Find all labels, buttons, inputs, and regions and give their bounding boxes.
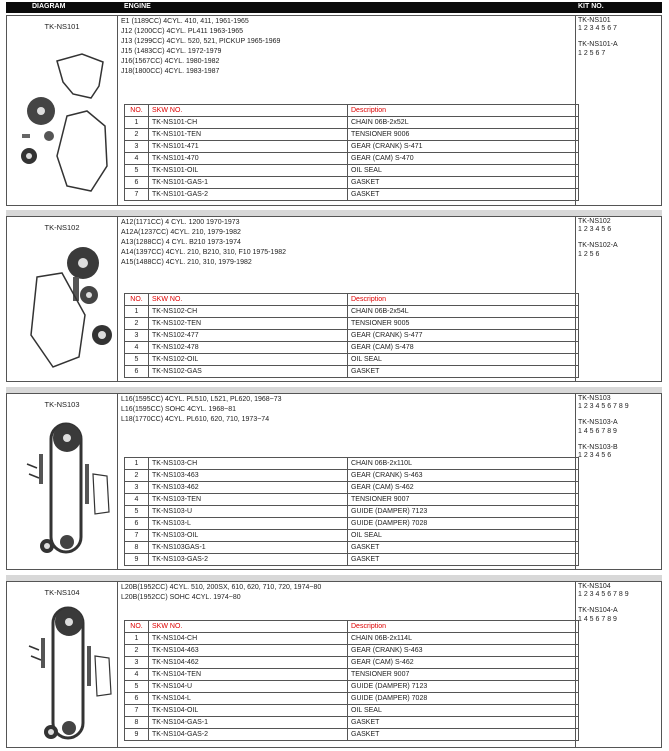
table-row: 7 TK-NS104-OIL OIL SEAL [125,705,579,717]
engine-line: J18(1800CC) 4CYL. 1983-1987 [121,68,220,75]
diagram-cell [7,394,118,569]
kit-number: TK-NS103-B [578,443,618,451]
engine-line: A15(1488CC) 4CYL. 210, 310, 1979-1982 [121,259,252,266]
kit-items: 1 2 3 4 5 6 7 8 9 [578,403,629,411]
table-row: 4 TK-NS104-TEN TENSIONER 9007 [125,669,579,681]
engine-line: L20B(1952CC) SOHC 4CYL. 1974~80 [121,594,241,601]
timing-kit-diagram [7,16,117,205]
kit-number: TK-NS102-A [578,242,618,250]
table-row: 6 TK-NS101-GAS-1 GASKET [125,177,579,189]
engine-line: A12(1171CC) 4 CYL. 1200 1970-1973 [121,219,240,226]
parts-table [124,104,579,201]
table-row: 3 TK-NS103-462 GEAR (CAM) S-462 [125,482,579,494]
engine-line: J15 (1483CC) 4CYL. 1972-1979 [121,48,222,55]
header-diagram: DIAGRAM [32,3,66,10]
kit-number-cell [575,16,661,205]
table-row: 1 TK-NS103-CH CHAIN 06B-2x110L [125,458,579,470]
table-row: 9 TK-NS103-GAS-2 GASKET [125,554,579,566]
col-no: NO. [125,294,149,306]
table-row: 2 TK-NS103-463 GEAR (CRANK) S-463 [125,470,579,482]
table-row: 2 TK-NS104-463 GEAR (CRANK) S-463 [125,645,579,657]
parts-table [124,457,579,566]
table-row: 4 TK-NS103-TEN TENSIONER 9007 [125,494,579,506]
kit-items: 1 4 5 6 7 8 9 [578,615,617,623]
table-row: 5 TK-NS101-OIL OIL SEAL [125,165,579,177]
table-row: 2 TK-NS102-TEN TENSIONER 9005 [125,318,579,330]
diagram-cell [7,582,118,747]
timing-kit-diagram [7,582,117,747]
timing-kit-diagram [7,217,117,381]
kit-items: 1 2 3 4 5 6 7 8 9 [578,591,629,599]
engine-line: E1 (1189CC) 4CYL. 410, 411, 1961-1965 [121,18,249,25]
table-row: 4 TK-NS101-470 GEAR (CAM) S-470 [125,153,579,165]
col-desc: Description [348,621,579,633]
kit-number-cell [575,217,661,381]
table-row: 4 TK-NS102-478 GEAR (CAM) S-478 [125,342,579,354]
column-header-bar [6,2,662,13]
table-row: 5 TK-NS102-OIL OIL SEAL [125,354,579,366]
table-row: 1 TK-NS101-CH CHAIN 06B-2x52L [125,117,579,129]
kit-items: 1 2 5 6 7 [578,49,606,57]
kit-items: 1 4 5 6 7 8 9 [578,427,617,435]
kit-number: TK-NS102 [578,218,611,225]
kit-items: 1 2 3 4 5 6 [578,452,612,460]
kit-number: TK-NS101 [578,17,611,24]
col-desc: Description [348,294,579,306]
parts-table [124,620,579,741]
table-row: 7 TK-NS103-OIL OIL SEAL [125,530,579,542]
kit-block-ns104 [6,581,662,748]
table-row: 3 TK-NS104-462 GEAR (CAM) S-462 [125,657,579,669]
table-row: 5 TK-NS104-U GUIDE (DAMPER) 7123 [125,681,579,693]
diagram-label: TK-NS104 [44,588,80,597]
col-no: NO. [125,621,149,633]
engine-list [121,218,571,268]
col-skw: SKW NO. [149,105,348,117]
kit-number: TK-NS104 [578,583,611,590]
table-row: 6 TK-NS102-GAS GASKET [125,366,579,378]
engine-line: A13(1288CC) 4 CYL. B210 1973-1974 [121,239,241,246]
diagram-cell [7,217,118,381]
table-row: 6 TK-NS104-L GUIDE (DAMPER) 7028 [125,693,579,705]
kit-number: TK-NS101-A [578,41,618,49]
engine-line: J13 (1299CC) 4CYL. 520, 521, PICKUP 1965-1969 [121,38,281,45]
kit-number-cell [575,582,661,747]
engine-line: A14(1397CC) 4CYL. 210, B210, 310, F10 1975-1982 [121,249,287,256]
kit-items: 1 2 3 4 5 6 7 [578,25,617,33]
kit-number: TK-NS104-A [578,607,618,615]
kit-items: 1 2 3 4 5 6 [578,226,612,234]
parts-header-row [125,294,579,306]
kit-number: TK-NS103-A [578,419,618,427]
kit-number-cell [575,394,661,569]
col-skw: SKW NO. [149,294,348,306]
table-row: 1 TK-NS102-CH CHAIN 06B-2x54L [125,306,579,318]
table-row: 1 TK-NS104-CH CHAIN 06B-2x114L [125,633,579,645]
kit-number: TK-NS103 [578,395,611,402]
table-row: 2 TK-NS101-TEN TENSIONER 9006 [125,129,579,141]
engine-line: L20B(1952CC) 4CYL. 510, 200SX, 610, 620, 710, 720, 1974~80 [121,584,322,591]
col-no: NO. [125,105,149,117]
engine-list [121,17,571,77]
header-kit-no: KIT NO. [578,3,604,10]
engine-line: J12 (1200CC) 4CYL. PL411 1963-1965 [121,28,244,35]
table-row: 5 TK-NS103-U GUIDE (DAMPER) 7123 [125,506,579,518]
table-row: 3 TK-NS102-477 GEAR (CRANK) S-477 [125,330,579,342]
engine-line: L16(1595CC) SOHC 4CYL. 1968~81 [121,406,236,413]
col-skw: SKW NO. [149,621,348,633]
table-row: 8 TK-NS104-GAS-1 GASKET [125,717,579,729]
engine-line: J16(1567CC) 4CYL. 1980-1982 [121,58,220,65]
table-row: 9 TK-NS104-GAS-2 GASKET [125,729,579,741]
kit-block-ns103 [6,393,662,570]
table-row: 6 TK-NS103-L GUIDE (DAMPER) 7028 [125,518,579,530]
engine-line: A12A(1237CC) 4CYL. 210, 1979-1982 [121,229,241,236]
diagram-cell [7,16,118,205]
diagram-label: TK-NS101 [44,22,80,31]
diagram-label: TK-NS102 [44,223,80,232]
kit-items: 1 2 5 6 [578,250,600,258]
engine-list [121,583,571,603]
engine-line: L18(1770CC) 4CYL. PL610, 620, 710, 1973~74 [121,416,270,423]
engine-list [121,395,571,425]
parts-table [124,293,579,378]
header-engine: ENGINE [124,3,151,10]
engine-line: L16(1595CC) 4CYL. PL510, L521, PL620, 1968~73 [121,396,282,403]
table-row: 3 TK-NS101-471 GEAR (CRANK) S-471 [125,141,579,153]
parts-header-row [125,621,579,633]
timing-kit-diagram [7,394,117,569]
kit-block-ns101 [6,15,662,206]
diagram-label: TK-NS103 [44,400,80,409]
parts-header-row [125,105,579,117]
table-row: 8 TK-NS103GAS-1 GASKET [125,542,579,554]
table-row: 7 TK-NS101-GAS-2 GASKET [125,189,579,201]
kit-block-ns102 [6,216,662,382]
col-desc: Description [348,105,579,117]
